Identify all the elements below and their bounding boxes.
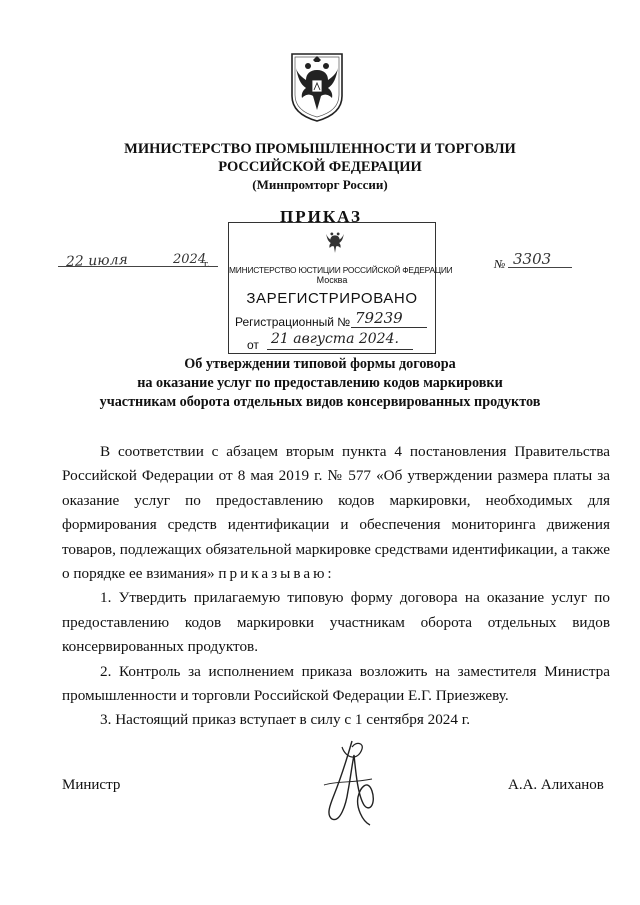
russian-coat-of-arms-icon bbox=[324, 229, 346, 255]
ministry-name-line1: МИНИСТЕРСТВО ПРОМЫШЛЕННОСТИ И ТОРГОВЛИ bbox=[124, 141, 516, 157]
signatory-name: А.А. Алиханов bbox=[508, 777, 604, 793]
stamp-reg-underline bbox=[351, 327, 427, 328]
order-body bbox=[62, 440, 610, 733]
order-year-suffix: г. bbox=[204, 259, 210, 270]
ministry-name-line2: РОССИЙСКОЙ ФЕДЕРАЦИИ bbox=[218, 159, 422, 175]
order-item-1: 1. Утвердить прилагаемую типовую форму договора на оказание услуг по предоставлению кодов маркировки участникам оборота отдельных видов консервированных продуктов. bbox=[62, 589, 610, 656]
stamp-date-underline bbox=[267, 349, 413, 350]
order-title-line1: Об утверждении типовой формы договора bbox=[184, 356, 456, 372]
stamp-organization: МИНИСТЕРСТВО ЮСТИЦИИ РОССИЙСКОЙ ФЕДЕРАЦИИ bbox=[229, 265, 453, 275]
number-underline bbox=[508, 267, 572, 268]
stamp-reg-date: 21 августа 2024. bbox=[271, 331, 399, 347]
order-date-handwritten: 22 июля bbox=[65, 251, 129, 271]
order-year-handwritten: 2024 bbox=[173, 252, 207, 267]
stamp-city: Москва bbox=[316, 275, 348, 285]
preamble-text: В соответствии с абзацем вторым пункта 4 постановления Правительства Российской Федерации от 8 мая 2019 г. № 577 «Об утверждении размера платы за оказание услуг по предоставлению кодов маркировки, необходимых для формирования средств идентификации и обеспечения мониторинга движения товаров, подлежащих обязательной маркировке средствами идентификации, а также о порядке ее взимания» bbox=[62, 443, 610, 583]
document-type: ПРИКАЗ bbox=[280, 207, 362, 226]
order-word: приказываю: bbox=[218, 565, 335, 583]
russian-coat-of-arms-icon bbox=[286, 50, 348, 124]
stamp-reg-number: 79239 bbox=[355, 309, 403, 327]
stamp-date-label: от bbox=[247, 338, 259, 352]
signatory-position: Министр bbox=[62, 777, 121, 793]
stamp-status: ЗАРЕГИСТРИРОВАНО bbox=[246, 290, 418, 307]
order-item-3: 3. Настоящий приказ вступает в силу с 1 сентября 2024 г. bbox=[100, 711, 471, 729]
ministry-short-name: (Минпромторг России) bbox=[252, 177, 388, 192]
date-underline bbox=[58, 266, 218, 267]
order-title-line3: участникам оборота отдельных видов консервированных продуктов bbox=[99, 394, 541, 410]
registration-stamp bbox=[228, 222, 453, 354]
order-number-label: № bbox=[494, 257, 506, 271]
preamble-paragraph bbox=[62, 440, 610, 586]
stamp-reg-label: Регистрационный № bbox=[235, 315, 351, 329]
handwritten-signature-icon bbox=[312, 735, 392, 835]
order-number-handwritten: 3303 bbox=[513, 250, 552, 268]
order-item-2: 2. Контроль за исполнением приказа возложить на заместителя Министра промышленности и торговли Российской Федерации Е.Г. Приезжеву. bbox=[62, 662, 610, 705]
order-title-line2: на оказание услуг по предоставлению кодов маркировки bbox=[137, 375, 503, 391]
